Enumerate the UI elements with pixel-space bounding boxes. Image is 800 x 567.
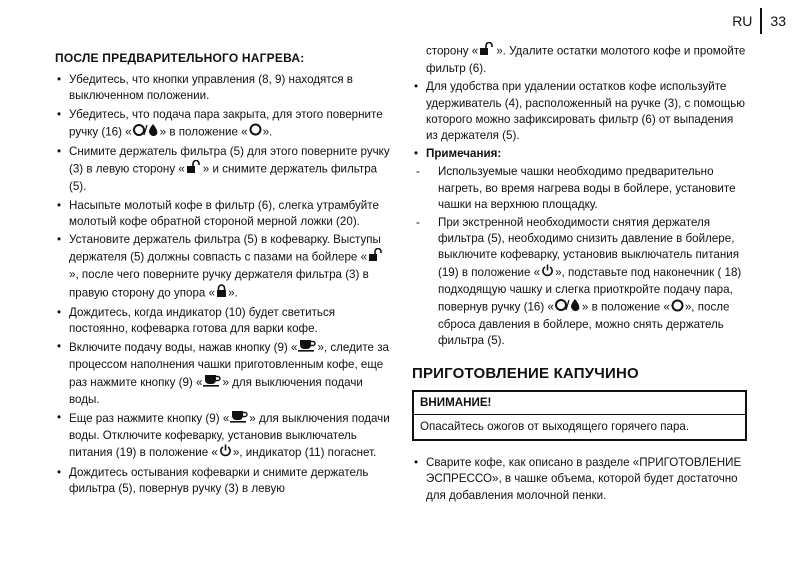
cup-icon: [203, 374, 221, 392]
item-text: Сварите кофе, как описано в разделе «ПРИГОТОВЛЕНИЕ ЭСПРЕССО», в чашке объема, которой будет достаточно для добавления молочной пенки.: [426, 456, 742, 502]
knob-off-icon: [249, 123, 262, 141]
item-text: » для выключения подачи воды. Отключите кофеварку, установив выключатель питания (19) в положение «: [69, 412, 390, 460]
list-item: [55, 339, 390, 408]
header-divider: [760, 8, 762, 34]
instruction-list: [412, 79, 747, 162]
list-item: [55, 72, 390, 104]
notes-title: Примечания:: [426, 147, 502, 161]
note-text: », после сброса давления в бойлере, можно снять держатель фильтра (5).: [438, 300, 730, 348]
item-text: сторону «: [426, 44, 479, 58]
note-text: » в положение «: [581, 300, 670, 314]
power-icon: [219, 444, 232, 462]
warning-box: [412, 390, 747, 441]
list-item: [55, 144, 390, 196]
list-item: [55, 410, 390, 463]
list-item: [412, 455, 747, 504]
page-header: [732, 8, 786, 34]
list-item: [412, 79, 747, 144]
instruction-list: [412, 455, 747, 504]
item-text: Убедитесь, что подача пара закрыта, для этого поверните ручку (16) «: [69, 107, 383, 139]
item-text: Насыпьте молотый кофе в фильтр (6), слегка утрамбуйте молотый кофе обратной стороной мерной ложки (20).: [69, 198, 379, 228]
item-text: Включите подачу воды, нажав кнопку (9) «: [69, 341, 298, 355]
item-text: ».: [228, 286, 238, 300]
list-item: [55, 465, 390, 497]
notes-list: [412, 164, 747, 349]
list-item: [55, 107, 390, 142]
right-column: [412, 42, 747, 506]
list-item: [55, 198, 390, 230]
list-item: [55, 232, 390, 303]
note-item: [412, 215, 747, 350]
power-icon: [541, 264, 554, 282]
item-text: Установите держатель фильтра (5) в кофеварку. Выступы держателя (5) должны совпасть с пазами на бойлере «: [69, 233, 381, 264]
warning-title: ВНИМАНИЕ!: [414, 392, 745, 415]
item-text: Дождитесь, когда индикатор (10) будет светиться постоянно, кофеварка готова для варки кофе.: [69, 305, 336, 336]
steam-knob-icon: [555, 298, 581, 317]
steam-knob-icon: [133, 123, 159, 142]
unlock-icon: [186, 160, 202, 179]
note-text: Используемые чашки необходимо предварительно нагреть, во время нагрева воды в бойлере, установите чашки на верхнюю площадку.: [438, 165, 736, 211]
page-number: 33: [770, 13, 786, 29]
item-text: ».: [262, 125, 273, 139]
left-column: [55, 42, 390, 499]
item-text: », следите за процессом наполнения чашки приготовленным кофе, еще раз нажмите кнопку (9) «: [69, 341, 389, 389]
item-text: » в положение «: [159, 125, 248, 139]
item-text: ». Удалите остатки молотого кофе и промойте фильтр (6).: [426, 44, 746, 76]
item-text: » и снимите держатель фильтра (5).: [69, 162, 378, 194]
item-text: » для выключения подачи воды.: [69, 375, 363, 406]
item-text: Снимите держатель фильтра (5) для этого поверните ручку (3) в левую сторону «: [69, 145, 390, 176]
note-text: При экстренной необходимости снятия держателя фильтра (5), необходимо снизить давление в бойлере, выключите кофеварку, установив выключатель питания (19) в положение «: [438, 216, 740, 279]
item-text: Еще раз нажмите кнопку (9) «: [69, 412, 230, 426]
continued-text: [412, 42, 747, 77]
warning-text: Опасайтесь ожогов от выходящего горячего пара.: [420, 420, 690, 434]
lock-icon: [216, 284, 227, 303]
list-item: [412, 146, 747, 162]
item-text: Убедитесь, что кнопки управления (8, 9) находятся в выключенном положении.: [69, 73, 353, 103]
note-text: », подставьте под наконечник ( 18) подходящую чашку и слегка приоткройте подачу пара, повернув ручку (16) «: [438, 265, 742, 314]
unlock-icon: [479, 42, 495, 61]
section-heading-cappuccino: ПРИГОТОВЛЕНИЕ КАПУЧИНО: [412, 364, 639, 382]
unlock-icon: [368, 248, 384, 267]
list-item: [55, 305, 390, 337]
cup-icon: [298, 339, 316, 357]
item-text: Для удобства при удалении остатков кофе используйте удерживатель (4), расположенный на ручке (3), с помощью которого можно зафиксировать фильтр (6) от выпадения из держателя (5).: [426, 80, 745, 143]
section-heading-after-preheat: ПОСЛЕ ПРЕДВАРИТЕЛЬНОГО НАГРЕВА:: [55, 51, 305, 65]
knob-off-icon: [671, 299, 684, 317]
instruction-list: [55, 72, 390, 497]
item-text: Дождитесь остывания кофеварки и снимите держатель фильтра (5), повернув ручку (3) в левую: [69, 465, 369, 495]
item-text: », индикатор (11) погаснет.: [232, 446, 377, 460]
language-code: RU: [732, 13, 753, 29]
item-text: », после чего поверните ручку держателя фильтра (3) в правую сторону до упора «: [69, 268, 369, 300]
cup-icon: [230, 410, 248, 428]
note-item: [412, 164, 747, 213]
